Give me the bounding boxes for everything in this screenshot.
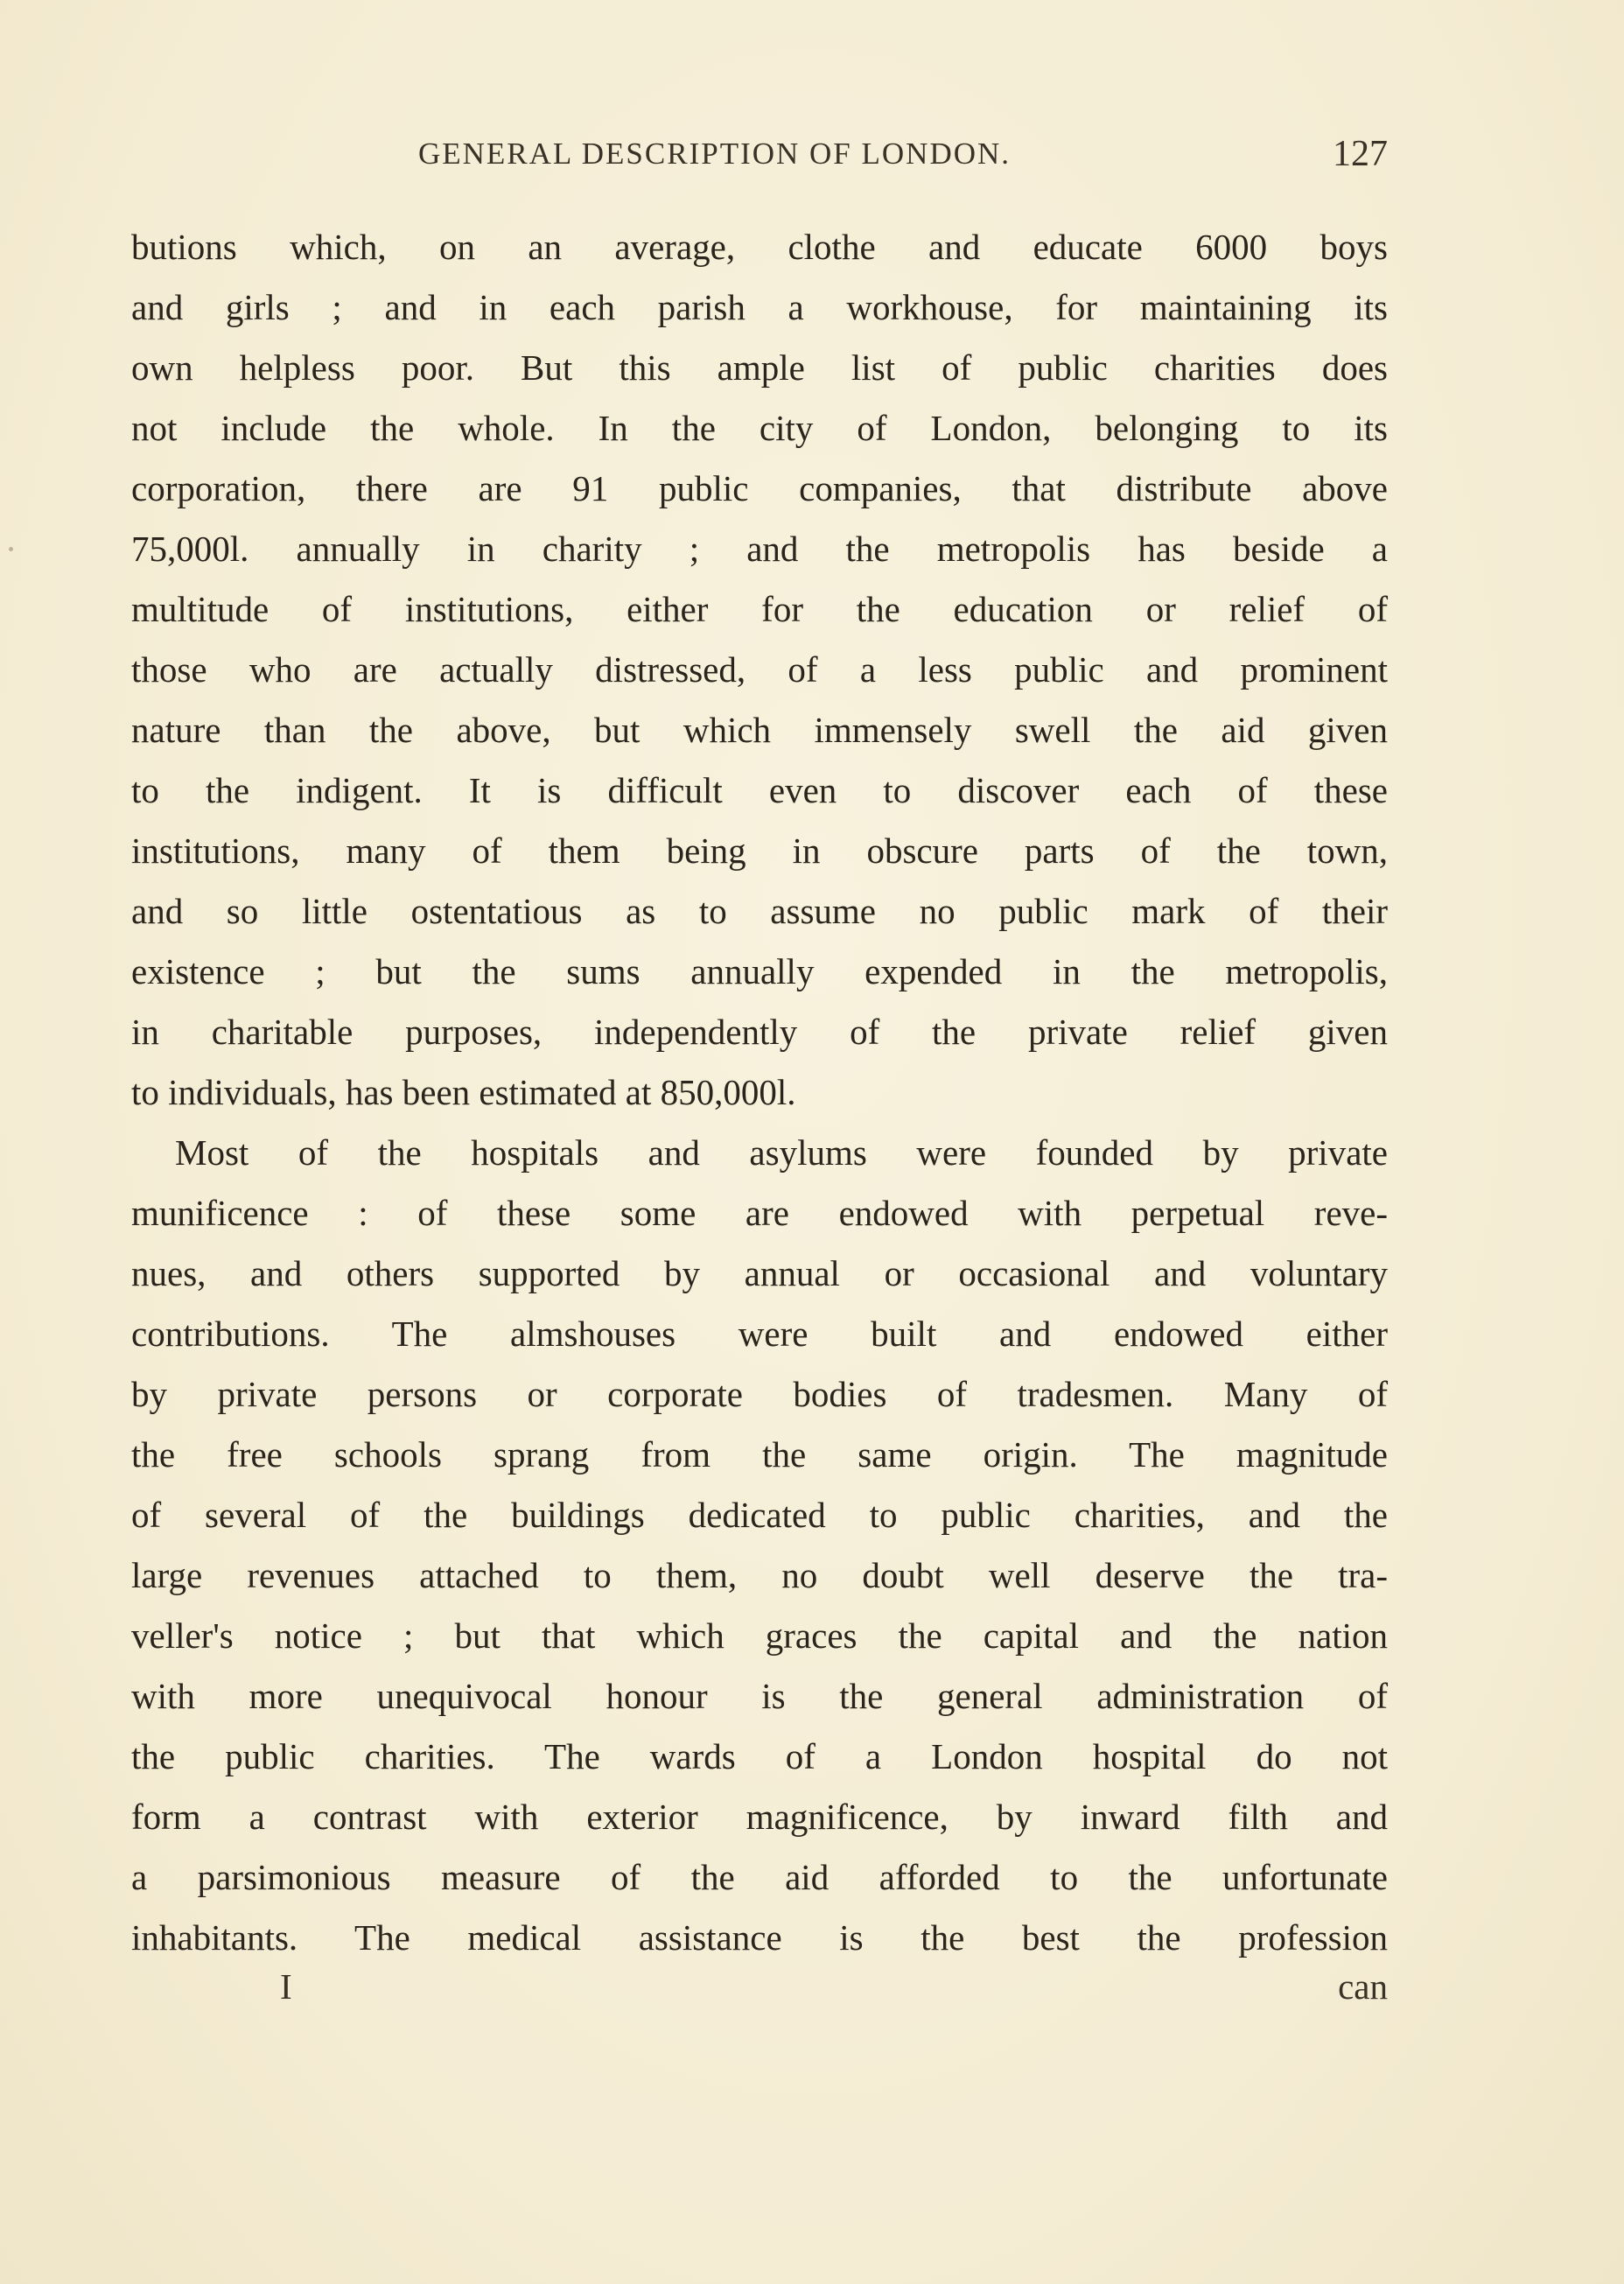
text-line: and girls ; and in each parish a workhouse, for maintaining its bbox=[131, 287, 1388, 327]
text-line: multitude of institutions, either for the education or relief of bbox=[131, 589, 1388, 629]
text-line: large revenues attached to them, no doubt well deserve the tra- bbox=[131, 1555, 1388, 1595]
text-line: to the indigent. It is difficult even to discover each of these bbox=[131, 770, 1388, 810]
text-line: contributions. The almshouses were built and endowed either bbox=[131, 1314, 1388, 1354]
page-footer bbox=[131, 1965, 1388, 2018]
text-line: a parsimonious measure of the aid afforded to the unfortunate bbox=[131, 1857, 1388, 1897]
text-line: of several of the buildings dedicated to public charities, and the bbox=[131, 1495, 1388, 1535]
text-line: existence ; but the sums annually expended in the metropolis, bbox=[131, 951, 1388, 991]
running-head: GENERAL DESCRIPTION OF LONDON. bbox=[418, 137, 1012, 171]
text-line: not include the whole. In the city of London, belonging to its bbox=[131, 408, 1388, 448]
text-line: nues, and others supported by annual or occasional and voluntary bbox=[131, 1253, 1388, 1293]
text-line: butions which, on an average, clothe and educate 6000 boys bbox=[131, 227, 1388, 267]
text-line: the free schools sprang from the same origin. The magnitude bbox=[131, 1434, 1388, 1475]
body-text bbox=[131, 217, 1388, 1968]
text-line: form a contrast with exterior magnificence, by inward filth and bbox=[131, 1797, 1388, 1837]
text-line: own helpless poor. But this ample list of public charities does bbox=[131, 347, 1388, 388]
text-line: by private persons or corporate bodies of tradesmen. Many of bbox=[131, 1374, 1388, 1414]
page-number: 127 bbox=[1333, 134, 1388, 174]
text-line: those who are actually distressed, of a less public and prominent bbox=[131, 649, 1388, 690]
text-line: in charitable purposes, independently of the private relief given bbox=[131, 1012, 1388, 1052]
text-line: nature than the above, but which immensely swell the aid given bbox=[131, 710, 1388, 750]
text-line: the public charities. The wards of a London hospital do not bbox=[131, 1736, 1388, 1776]
catchword: can bbox=[1338, 1966, 1388, 2007]
text-line: inhabitants. The medical assistance is the best the profession bbox=[131, 1917, 1388, 1958]
page-header bbox=[131, 133, 1388, 186]
text-line: 75,000l. annually in charity ; and the metropolis has beside a bbox=[131, 529, 1388, 569]
paragraph-end-line: to individuals, has been estimated at 850,000l. bbox=[131, 1072, 796, 1112]
text-line: veller's notice ; but that which graces the capital and the nation bbox=[131, 1615, 1388, 1656]
page-speck bbox=[9, 547, 13, 551]
text-line: corporation, there are 91 public companies, that distribute above bbox=[131, 468, 1388, 508]
text-line: institutions, many of them being in obscure parts of the town, bbox=[131, 830, 1388, 871]
text-line: and so little ostentatious as to assume no public mark of their bbox=[131, 891, 1388, 931]
text-line: munificence : of these some are endowed with perpetual reve- bbox=[131, 1193, 1388, 1233]
text-line: with more unequivocal honour is the general administration of bbox=[131, 1676, 1388, 1716]
paragraph-start-line: Most of the hospitals and asylums were founded by private bbox=[175, 1132, 1388, 1173]
signature-mark: I bbox=[280, 1966, 292, 2007]
